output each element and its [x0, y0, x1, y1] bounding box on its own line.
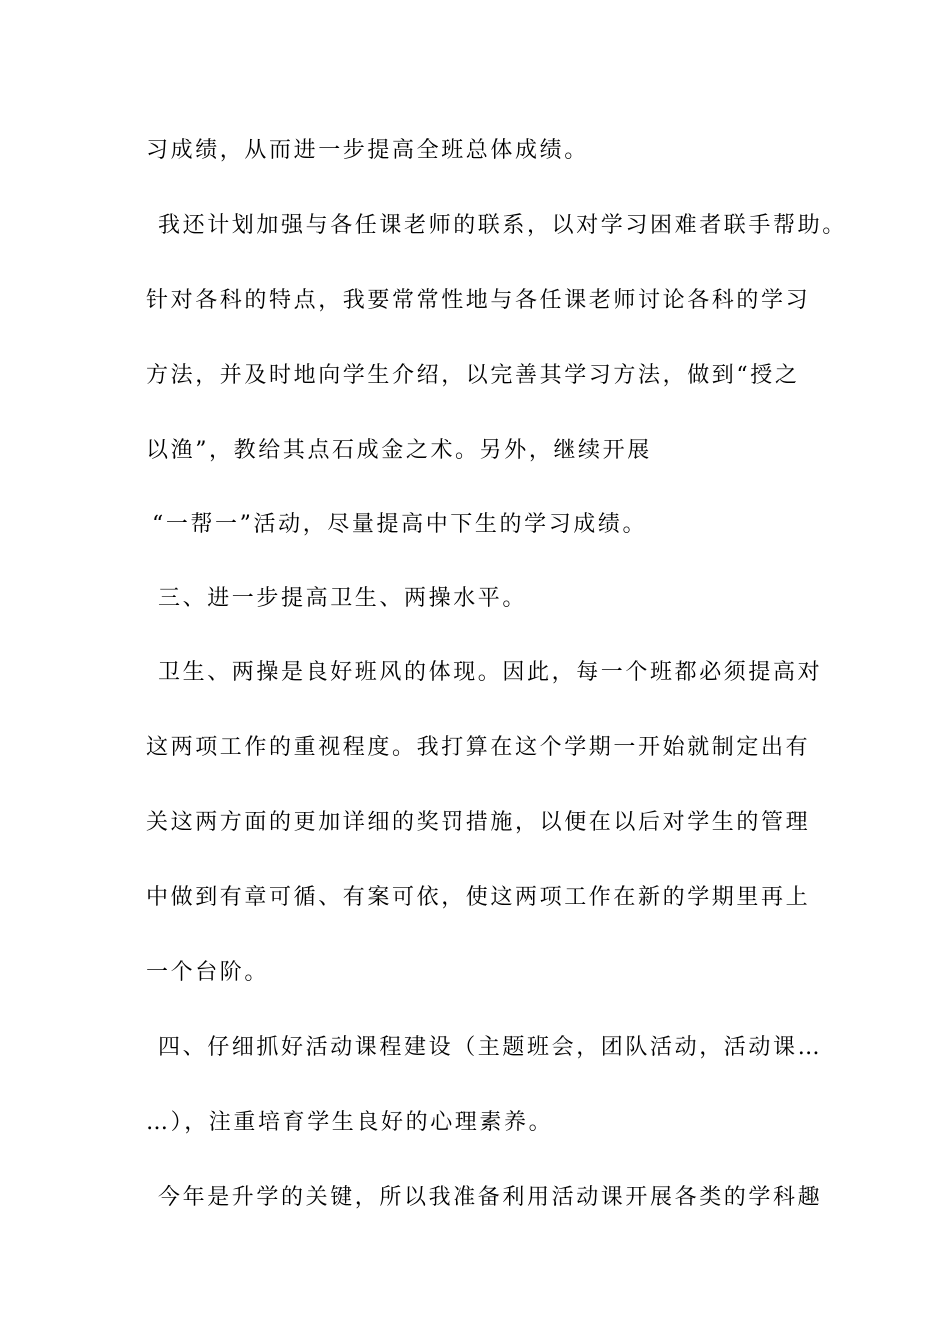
section-heading-4: 四、仔细抓好活动课程建设（主题班会，团队活动，活动课…	[158, 1035, 823, 1060]
section-heading-3: 三、进一步提高卫生、两操水平。	[158, 586, 528, 611]
text-line-5: 以渔”，教给其点石成金之术。另外，继续开展	[146, 438, 652, 463]
text-line-10: 关这两方面的更加详细的奖罚措施，以便在以后对学生的管理	[146, 810, 811, 835]
text-line-4: 方法，并及时地向学生介绍，以完善其学习方法，做到“授之	[146, 363, 800, 388]
text-line-2: 我还计划加强与各任课老师的联系，以对学习困难者联手帮助。	[158, 213, 847, 238]
text-line-11: 中做到有章可循、有案可依，使这两项工作在新的学期里再上	[146, 885, 811, 910]
text-line-6: “一帮一”活动，尽量提高中下生的学习成绩。	[152, 512, 648, 537]
text-line-3: 针对各科的特点，我要常常性地与各任课老师讨论各科的学习	[146, 288, 811, 313]
text-line-1: 习成绩，从而进一步提高全班总体成绩。	[146, 138, 589, 163]
text-line-14: …），注重培育学生良好的心理素养。	[146, 1110, 554, 1135]
text-line-15: 今年是升学的关键，所以我准备利用活动课开展各类的学科趣	[158, 1185, 823, 1210]
text-line-8: 卫生、两操是良好班风的体现。因此，每一个班都必须提高对	[158, 660, 823, 685]
text-line-12: 一个台阶。	[146, 960, 270, 985]
text-line-9: 这两项工作的重视程度。我打算在这个学期一开始就制定出有	[146, 735, 811, 760]
